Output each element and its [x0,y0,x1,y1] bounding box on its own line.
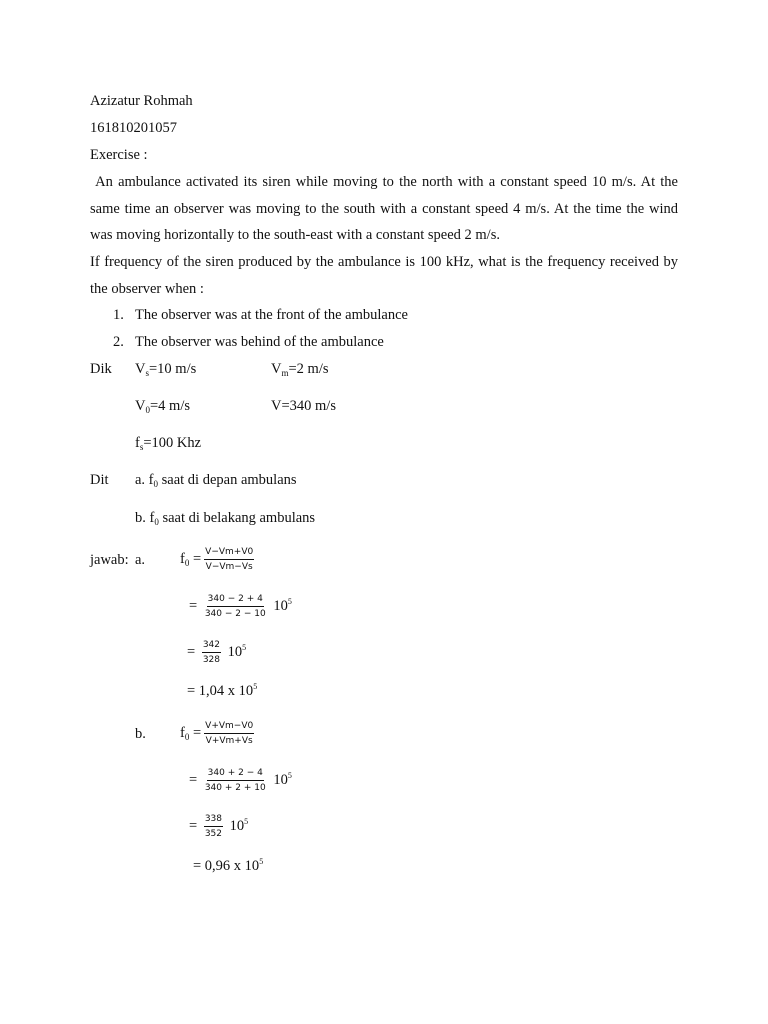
answer-b-step1 [189,766,292,794]
equals-sign: = [187,644,196,660]
answer-a-step1 [189,592,292,620]
problem-paragraph-2-text: If frequency of the siren produced by the ambulance is 100 kHz, what is the frequency received by the observer when : [90,254,678,297]
power-exponent: 5 [287,771,292,780]
given-v0-subscript: 0 [145,405,150,415]
problem-paragraph-1-text: An ambulance activated its siren while moving to the north with a constant speed 10 m/s. At the same time an observer was moving to the south with a constant speed 4 m/s. At the time the wind was moving horizontally to the south-east with a constant speed 2 m/s. [90,174,682,244]
exercise-label: Exercise : [90,147,148,163]
author-name: Azizatur Rohmah [90,93,193,109]
fraction-denominator: 340 + 2 + 10 [204,783,266,794]
asked-b-prefix: b. f [135,510,155,526]
equals-sign: = [189,818,198,834]
fraction-numerator: 340 + 2 − 4 [207,767,264,781]
given-vs [135,361,196,378]
given-v0 [135,398,190,415]
fraction [204,767,267,794]
given-vs-value: =10 m/s [149,361,197,377]
answer-a-formula [180,545,257,573]
list-item-text: The observer was behind of the ambulance [135,333,384,350]
answer-b-step2 [189,812,248,840]
fraction [204,813,223,840]
fraction-denominator: 340 − 2 − 10 [204,609,266,620]
result-text: = 0,96 x 10 [193,858,260,874]
given-fs-value: =100 Khz [143,435,202,451]
formula-symbol: f [180,551,185,567]
problem-paragraph-1 [90,169,682,249]
given-fs-subscript: s [139,442,144,452]
given-vm-value: =2 m/s [288,361,329,377]
power-base: 10 [227,644,243,660]
power-exponent: 5 [259,857,264,866]
given-vs-symbol: V [135,361,146,377]
list-item-number: 1. [113,307,124,323]
fraction-numerator: 342 [202,639,221,653]
formula-subscript: 0 [184,732,190,742]
student-id: 161810201057 [90,120,177,136]
list-item [113,302,408,329]
given-vm-symbol: V [271,361,282,377]
answer-b-label: b. [135,726,146,742]
power-exponent: 5 [242,643,247,652]
problem-paragraph-2 [90,249,678,302]
given-v: V=340 m/s [271,398,336,414]
answer-a-step2 [187,638,246,666]
list-item-text: The observer was at the front of the ambulance [135,307,408,323]
given-vm-subscript: m [281,368,289,378]
equals-sign: = [192,725,202,741]
asked-a [135,472,297,489]
fraction-numerator: V+Vm−V0 [204,720,254,734]
given-vm [271,361,329,378]
equals-sign: = [192,551,202,567]
power-exponent: 5 [244,817,249,826]
fraction-denominator: 352 [204,829,222,840]
list-item [113,329,408,356]
fraction-numerator: V−Vm+V0 [204,546,254,560]
answer-a-label: a. [135,552,146,568]
power-exponent: 5 [253,682,258,691]
asked-a-subscript: 0 [153,479,159,489]
given-vs-subscript: s [145,368,149,378]
answer-b-formula [180,719,257,747]
asked-a-prefix: a. f [135,472,154,488]
jawab-label: jawab: [90,552,129,568]
asked-b-text: saat di belakang ambulans [158,510,316,526]
fraction-denominator: 328 [202,655,220,666]
power-base: 10 [273,598,288,614]
equals-sign: = [189,598,198,614]
fraction [204,593,267,620]
given-fs [135,435,201,452]
fraction [204,546,254,573]
result-text: = 1,04 x 10 [187,683,254,699]
power-base: 10 [229,818,245,834]
fraction [204,720,254,747]
dik-label: Dik [90,361,112,377]
given-v0-value: =4 m/s [149,398,190,414]
dit-label: Dit [90,472,109,488]
equals-sign: = [189,772,198,788]
formula-subscript: 0 [184,558,190,568]
fraction-numerator: 338 [204,813,223,827]
answer-a-result [187,683,257,700]
fraction-numerator: 340 − 2 + 4 [207,593,264,607]
list-item-number: 2. [113,333,124,350]
answer-b-result [193,858,263,875]
asked-b-subscript: 0 [154,517,159,527]
given-v0-symbol: V [135,398,146,414]
fraction-denominator: V−Vm−Vs [205,562,253,573]
formula-symbol: f [180,725,185,741]
power-exponent: 5 [287,597,292,606]
power-base: 10 [273,772,288,788]
given-fs-symbol: f [135,435,140,451]
question-list [113,302,408,355]
asked-b [135,510,315,527]
asked-a-text: saat di depan ambulans [158,472,297,488]
fraction-denominator: V+Vm+Vs [205,736,253,747]
fraction [202,639,221,666]
